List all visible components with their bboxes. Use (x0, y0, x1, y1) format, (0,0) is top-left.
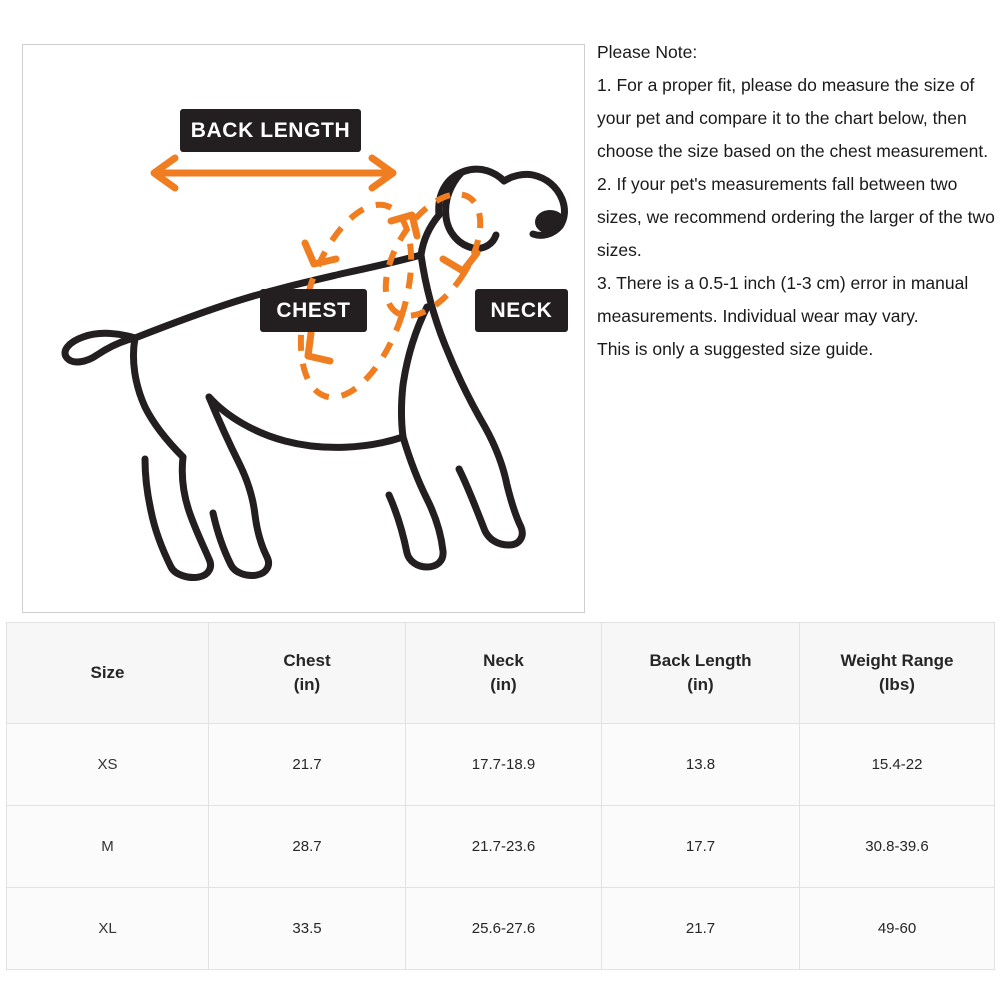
header-chest-line1: Chest (283, 651, 331, 670)
table-header-row (7, 623, 995, 724)
header-back-line1: Back Length (649, 651, 752, 670)
header-back-line2: (in) (687, 675, 714, 694)
table-row (7, 806, 995, 888)
note-line-1: 1. For a proper fit, please do measure the size of your pet and compare it to the chart below, then choose the size based on the chest measurement. (597, 75, 989, 161)
header-chest (209, 623, 406, 724)
size-chart-table-wrapper (6, 622, 994, 970)
row-0-back: 13.8 (602, 724, 800, 806)
note-line-3: 3. There is a 0.5-1 inch (1-3 cm) error in manual measurements. Individual wear may vary. (597, 273, 969, 326)
please-note-block (597, 36, 995, 366)
header-weight-line2: (lbs) (879, 675, 915, 694)
header-size-line1: Size (90, 663, 125, 682)
chest-label: CHEST (260, 289, 367, 332)
header-weight-line1: Weight Range (840, 651, 954, 670)
header-chest-line2: (in) (293, 675, 321, 694)
note-heading: Please Note: (597, 42, 698, 62)
table-row (7, 724, 995, 806)
row-0-size: XS (7, 724, 209, 806)
header-neck (406, 623, 602, 724)
row-2-chest: 33.5 (209, 888, 406, 970)
row-2-weight: 49-60 (800, 888, 995, 970)
header-neck-line2: (in) (490, 675, 517, 694)
row-1-chest: 28.7 (209, 806, 406, 888)
row-2-size: XL (7, 888, 209, 970)
row-2-back: 21.7 (602, 888, 800, 970)
row-1-size: M (7, 806, 209, 888)
table-row (7, 888, 995, 970)
header-neck-line1: Neck (483, 651, 524, 670)
dog-measurement-diagram (22, 44, 585, 613)
note-line-2: 2. If your pet's measurements fall between two sizes, we recommend ordering the larger of the two sizes. (597, 174, 995, 260)
row-1-back: 17.7 (602, 806, 800, 888)
size-chart-table (6, 622, 995, 970)
header-weight-range (800, 623, 995, 724)
row-0-neck: 17.7-18.9 (406, 724, 602, 806)
back-length-arrow-icon (154, 158, 393, 188)
note-line-4: This is only a suggested size guide. (597, 339, 874, 359)
back-length-label: BACK LENGTH (180, 109, 361, 152)
row-2-neck: 25.6-27.6 (406, 888, 602, 970)
row-0-chest: 21.7 (209, 724, 406, 806)
row-1-neck: 21.7-23.6 (406, 806, 602, 888)
header-size (7, 623, 209, 724)
neck-label: NECK (475, 289, 568, 332)
header-back-length (602, 623, 800, 724)
row-1-weight: 30.8-39.6 (800, 806, 995, 888)
row-0-weight: 15.4-22 (800, 724, 995, 806)
